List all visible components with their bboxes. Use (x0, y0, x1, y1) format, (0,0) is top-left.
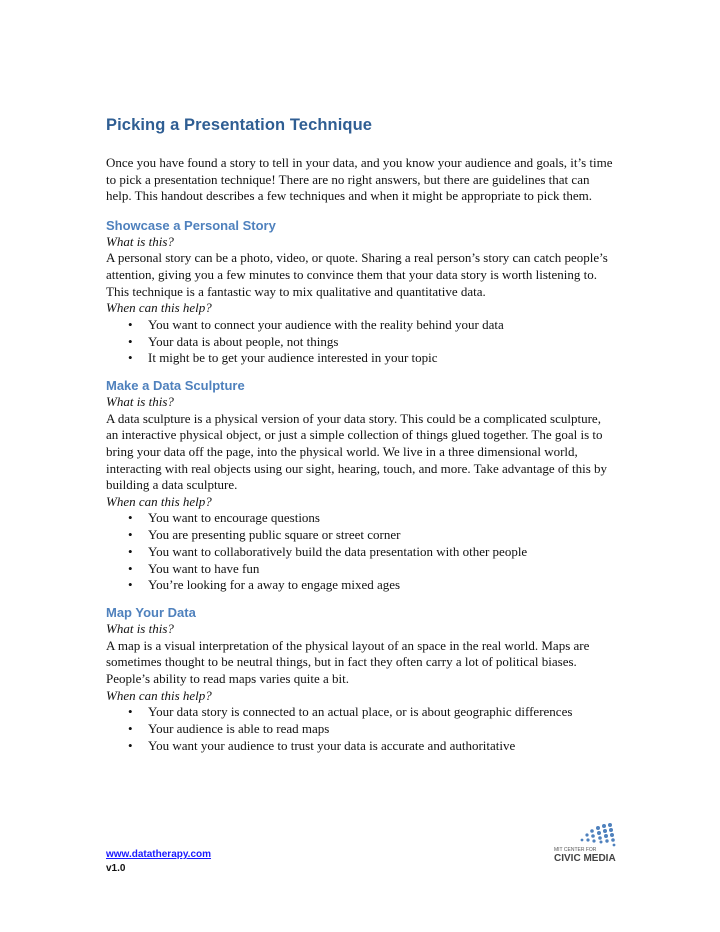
list-item: • Your data is about people, not things (128, 333, 339, 349)
bullet-icon: • (128, 577, 133, 593)
bullet-icon: • (128, 510, 133, 526)
logo-line2: CIVIC MEDIA (554, 853, 616, 864)
bullet-icon: • (128, 543, 133, 559)
bullet-icon: • (128, 704, 133, 720)
list-item: • It might be to get your audience interested in your topic (128, 350, 438, 366)
intro-paragraph: Once you have found a story to tell in your data, and you know your audience and goals, it’s time to pick a presentation technique! There are no right answers, but there are guidelines that can help. This handout describes a few techniques and when it might be appropriate to pick them. (106, 155, 613, 204)
bullet-icon: • (128, 333, 133, 349)
list-item: • You want to have fun (128, 560, 260, 576)
list-item: • You want to encourage questions (128, 510, 320, 526)
section-heading: Make a Data Sculpture (106, 378, 245, 394)
section-description: A map is a visual interpretation of the physical layout of an space in the real world. Maps are sometimes thought to be neutral things, but in fact they often carry a lot of political biases. People’s ability to read maps varies quite a bit. (106, 637, 590, 687)
section-map-data (106, 605, 616, 754)
list-item: • Your audience is able to read maps (128, 721, 330, 737)
list-item: • You want to connect your audience with the reality behind your data (128, 316, 504, 332)
section-heading: Map Your Data (106, 605, 196, 621)
list-item: • You’re looking for a away to engage mixed ages (128, 577, 401, 593)
what-label: What is this? (106, 621, 174, 637)
bullet-icon: • (128, 721, 133, 737)
section-heading: Showcase a Personal Story (106, 217, 276, 233)
what-label: What is this? (106, 233, 174, 249)
list-item: • Your data story is connected to an actual place, or is about geographic differences (128, 704, 573, 720)
when-label: When can this help? (106, 687, 212, 703)
bullet-icon: • (128, 350, 133, 366)
bullet-icon: • (128, 560, 133, 576)
bullet-icon: • (128, 316, 133, 332)
what-label: What is this? (106, 394, 174, 410)
section-data-sculpture (106, 378, 616, 594)
section-description: A personal story can be a photo, video, or quote. Sharing a real person’s story can catch people’s attention, giving you a few minutes to convince them that your data story is worth listening to. This technique is a fantastic way to mix qualitative and quantitative data. (106, 250, 608, 299)
version-label: v1.0 (106, 863, 126, 874)
bullet-list (106, 510, 616, 594)
when-label: When can this help? (106, 493, 212, 509)
footer-website-link[interactable]: www.datatherapy.com (106, 849, 212, 860)
bullet-icon: • (128, 527, 133, 543)
section-description: A data sculpture is a physical version of your data story. This could be a complicated sculpture, an interactive physical object, or just a simple collection of things glued together. The goal is to bring your data off the page, into the physical world. We live in a three dimensional world, interacting with real objects using our sight, hearing, touch, and more. Take advantage of this by building a data sculpture. (106, 410, 608, 493)
dot-arc-icon (581, 823, 616, 846)
logo-line1: MIT CENTER FOR (554, 847, 597, 853)
document-body (106, 116, 616, 766)
civic-media-logo (552, 820, 618, 864)
list-item: • You want your audience to trust your data is accurate and authoritative (128, 737, 516, 753)
bullet-list (106, 317, 616, 367)
page-title: Picking a Presentation Technique (106, 116, 373, 134)
bullet-icon: • (128, 737, 133, 753)
section-personal-story (106, 218, 616, 367)
when-label: When can this help? (106, 300, 212, 316)
list-item: • You want to collaboratively build the data presentation with other people (128, 543, 528, 559)
list-item: • You are presenting public square or street corner (128, 527, 401, 543)
bullet-list (106, 704, 616, 754)
